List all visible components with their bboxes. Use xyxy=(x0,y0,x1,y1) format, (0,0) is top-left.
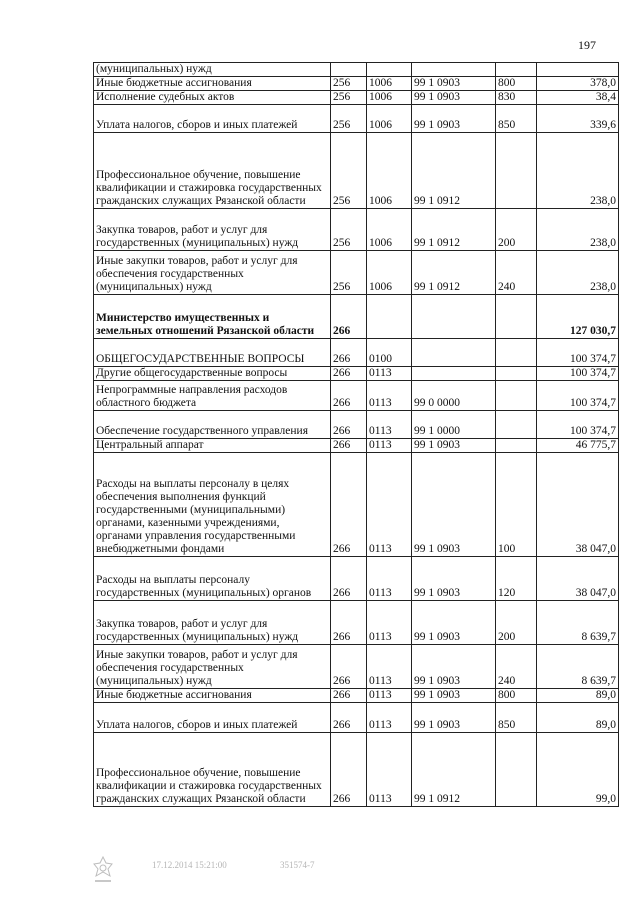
row-name: Расходы на выплаты персоналу государственных (муниципальных) органов xyxy=(94,557,331,601)
row-section-code: 0113 xyxy=(367,367,412,381)
row-amount: 100 374,7 xyxy=(537,367,619,381)
row-ministry-code: 256 xyxy=(331,209,367,251)
table-row xyxy=(94,381,619,411)
row-target-article: 99 1 0903 xyxy=(412,77,496,91)
row-section-code: 1006 xyxy=(367,209,412,251)
row-amount: 238,0 xyxy=(537,133,619,209)
row-target-article: 99 1 0903 xyxy=(412,689,496,703)
row-section-code: 0113 xyxy=(367,381,412,411)
table-row xyxy=(94,339,619,367)
row-expense-type: 800 xyxy=(496,77,537,91)
row-section-code: 0113 xyxy=(367,439,412,453)
row-amount: 46 775,7 xyxy=(537,439,619,453)
row-expense-type: 850 xyxy=(496,703,537,733)
row-expense-type: 240 xyxy=(496,251,537,295)
row-ministry-code: 266 xyxy=(331,703,367,733)
row-amount: 89,0 xyxy=(537,703,619,733)
row-section-code: 0113 xyxy=(367,703,412,733)
row-name: Исполнение судебных актов xyxy=(94,91,331,105)
row-expense-type xyxy=(496,381,537,411)
row-expense-type xyxy=(496,411,537,439)
row-section-code: 1006 xyxy=(367,133,412,209)
row-section-code: 1006 xyxy=(367,251,412,295)
row-amount xyxy=(537,63,619,77)
row-section-code: 0113 xyxy=(367,645,412,689)
row-ministry-code: 266 xyxy=(331,439,367,453)
table-row xyxy=(94,453,619,557)
row-amount: 100 374,7 xyxy=(537,381,619,411)
row-ministry-code: 266 xyxy=(331,645,367,689)
table-row xyxy=(94,91,619,105)
row-ministry-code: 256 xyxy=(331,133,367,209)
row-expense-type xyxy=(496,367,537,381)
row-name: Иные бюджетные ассигнования xyxy=(94,689,331,703)
row-expense-type: 200 xyxy=(496,601,537,645)
row-amount: 339,6 xyxy=(537,105,619,133)
table-row xyxy=(94,557,619,601)
row-name: Иные закупки товаров, работ и услуг для обеспечения государственных (муниципальных) нужд xyxy=(94,251,331,295)
row-target-article xyxy=(412,63,496,77)
row-amount: 100 374,7 xyxy=(537,339,619,367)
row-target-article: 99 1 0912 xyxy=(412,133,496,209)
row-target-article: 99 1 0903 xyxy=(412,557,496,601)
table-row xyxy=(94,733,619,807)
row-expense-type: 120 xyxy=(496,557,537,601)
row-target-article: 99 1 0912 xyxy=(412,209,496,251)
row-ministry-code: 256 xyxy=(331,251,367,295)
table-row xyxy=(94,63,619,77)
row-expense-type xyxy=(496,339,537,367)
row-ministry-code: 256 xyxy=(331,91,367,105)
row-ministry-code: 266 xyxy=(331,295,367,339)
row-name: ОБЩЕГОСУДАРСТВЕННЫЕ ВОПРОСЫ xyxy=(94,339,331,367)
table-row xyxy=(94,411,619,439)
row-section-code xyxy=(367,295,412,339)
row-section-code: 0100 xyxy=(367,339,412,367)
row-target-article: 99 1 0912 xyxy=(412,251,496,295)
row-amount: 238,0 xyxy=(537,209,619,251)
row-section-code: 0113 xyxy=(367,411,412,439)
table-row xyxy=(94,689,619,703)
row-expense-type: 100 xyxy=(496,453,537,557)
row-target-article: 99 1 0903 xyxy=(412,703,496,733)
row-name: Другие общегосударственные вопросы xyxy=(94,367,331,381)
row-ministry-code: 266 xyxy=(331,339,367,367)
row-section-code xyxy=(367,63,412,77)
row-amount: 38 047,0 xyxy=(537,453,619,557)
row-target-article: 99 1 0912 xyxy=(412,733,496,807)
footer-document-number: 351574-7 xyxy=(280,860,315,870)
table-row xyxy=(94,251,619,295)
row-section-code: 1006 xyxy=(367,105,412,133)
row-name: Профессиональное обучение, повышение квалификации и стажировка государственных гражданских служащих Рязанской области xyxy=(94,733,331,807)
row-name: Уплата налогов, сборов и иных платежей xyxy=(94,703,331,733)
row-expense-type: 200 xyxy=(496,209,537,251)
seal-icon xyxy=(90,855,116,885)
row-target-article: 99 1 0903 xyxy=(412,91,496,105)
row-name: Профессиональное обучение, повышение квалификации и стажировка государственных гражданских служащих Рязанской области xyxy=(94,133,331,209)
row-ministry-code: 266 xyxy=(331,601,367,645)
row-ministry-code xyxy=(331,63,367,77)
row-target-article: 99 1 0903 xyxy=(412,601,496,645)
table-row xyxy=(94,295,619,339)
table-row xyxy=(94,133,619,209)
row-name: Закупка товаров, работ и услуг для государственных (муниципальных) нужд xyxy=(94,209,331,251)
table-row xyxy=(94,105,619,133)
row-section-code: 0113 xyxy=(367,601,412,645)
row-target-article: 99 1 0903 xyxy=(412,439,496,453)
row-amount: 8 639,7 xyxy=(537,601,619,645)
row-expense-type xyxy=(496,295,537,339)
row-target-article xyxy=(412,295,496,339)
row-expense-type xyxy=(496,439,537,453)
row-expense-type xyxy=(496,733,537,807)
row-target-article: 99 1 0000 xyxy=(412,411,496,439)
row-ministry-code: 266 xyxy=(331,367,367,381)
row-amount: 38 047,0 xyxy=(537,557,619,601)
table-row xyxy=(94,645,619,689)
table-row xyxy=(94,703,619,733)
row-target-article xyxy=(412,367,496,381)
table-row xyxy=(94,601,619,645)
row-name: Иные бюджетные ассигнования xyxy=(94,77,331,91)
row-ministry-code: 266 xyxy=(331,557,367,601)
document-footer xyxy=(90,855,570,895)
row-name: Иные закупки товаров, работ и услуг для обеспечения государственных (муниципальных) нужд xyxy=(94,645,331,689)
row-ministry-code: 266 xyxy=(331,733,367,807)
row-amount: 38,4 xyxy=(537,91,619,105)
row-ministry-code: 256 xyxy=(331,105,367,133)
row-amount: 8 639,7 xyxy=(537,645,619,689)
row-section-code: 0113 xyxy=(367,689,412,703)
row-name: Министерство имущественных и земельных отношений Рязанской области xyxy=(94,295,331,339)
row-expense-type: 240 xyxy=(496,645,537,689)
row-ministry-code: 266 xyxy=(331,689,367,703)
row-name: Непрограммные направления расходов областного бюджета xyxy=(94,381,331,411)
row-expense-type: 800 xyxy=(496,689,537,703)
row-section-code: 0113 xyxy=(367,557,412,601)
row-expense-type xyxy=(496,63,537,77)
table-row xyxy=(94,77,619,91)
row-ministry-code: 256 xyxy=(331,77,367,91)
row-amount: 99,0 xyxy=(537,733,619,807)
row-name: Расходы на выплаты персоналу в целях обеспечения выполнения функций государственными (муниципальными) органами, казенными учреждениями, органами управления государственными внебюджетными фондами xyxy=(94,453,331,557)
row-target-article: 99 1 0903 xyxy=(412,453,496,557)
budget-table xyxy=(93,62,619,807)
row-target-article: 99 1 0903 xyxy=(412,105,496,133)
row-expense-type xyxy=(496,133,537,209)
row-target-article: 99 1 0903 xyxy=(412,645,496,689)
table-row xyxy=(94,367,619,381)
budget-table-body xyxy=(94,63,619,807)
row-target-article: 99 0 0000 xyxy=(412,381,496,411)
footer-timestamp: 17.12.2014 15:21:00 xyxy=(152,860,227,870)
row-ministry-code: 266 xyxy=(331,453,367,557)
row-target-article xyxy=(412,339,496,367)
row-name: Центральный аппарат xyxy=(94,439,331,453)
row-section-code: 0113 xyxy=(367,733,412,807)
row-amount: 378,0 xyxy=(537,77,619,91)
row-section-code: 1006 xyxy=(367,91,412,105)
row-ministry-code: 266 xyxy=(331,411,367,439)
page-number: 197 xyxy=(578,38,596,52)
row-name: Уплата налогов, сборов и иных платежей xyxy=(94,105,331,133)
row-amount: 238,0 xyxy=(537,251,619,295)
table-row xyxy=(94,209,619,251)
row-section-code: 1006 xyxy=(367,77,412,91)
row-name: Обеспечение государственного управления xyxy=(94,411,331,439)
row-name: Закупка товаров, работ и услуг для государственных (муниципальных) нужд xyxy=(94,601,331,645)
row-ministry-code: 266 xyxy=(331,381,367,411)
row-section-code: 0113 xyxy=(367,453,412,557)
row-amount: 127 030,7 xyxy=(537,295,619,339)
row-amount: 89,0 xyxy=(537,689,619,703)
row-expense-type: 850 xyxy=(496,105,537,133)
row-expense-type: 830 xyxy=(496,91,537,105)
row-amount: 100 374,7 xyxy=(537,411,619,439)
table-row xyxy=(94,439,619,453)
row-name: (муниципальных) нужд xyxy=(94,63,331,77)
